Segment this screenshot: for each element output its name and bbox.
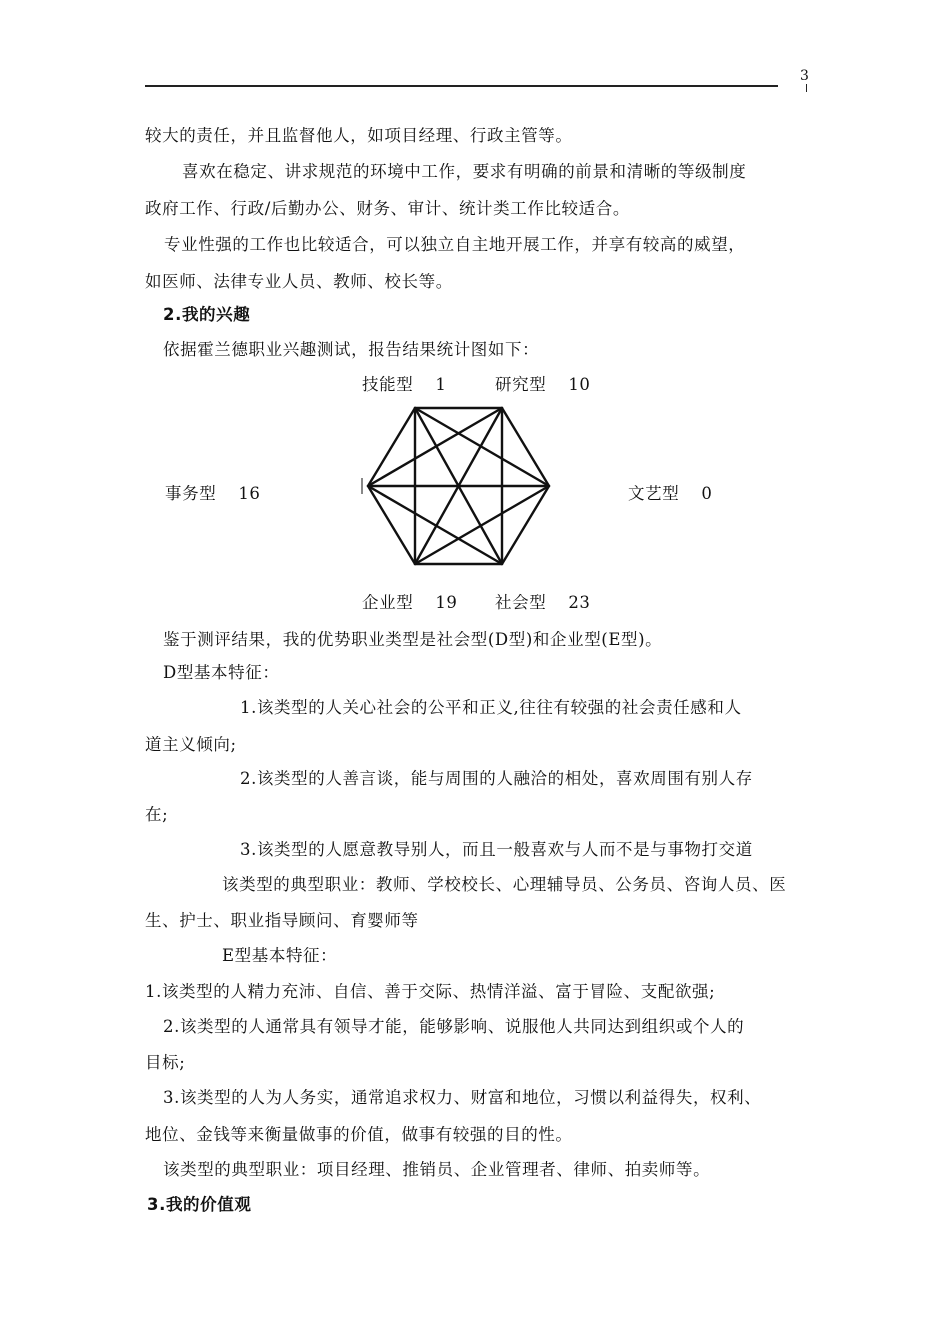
page-number-tick [806,84,807,92]
label-name: 技能型 [362,375,414,394]
label-name: 企业型 [362,593,414,612]
page-number: 3 [800,68,809,84]
paragraph-line: 专业性强的工作也比较适合，可以独立自主地开展工作，并享有较高的威望， [164,235,746,254]
d-type-item: 生、护士、职业指导顾问、育婴师等 [145,911,419,930]
interest-intro: 依据霍兰德职业兴趣测试，报告结果统计图如下： [163,340,540,359]
result-text: 鉴于测评结果，我的优势职业类型是社会型(D型)和企业型(E型)。 [163,630,663,649]
label-skill-type [362,373,446,397]
holland-hexagon-chart [360,400,556,570]
paragraph-line: 喜欢在稳定、讲求规范的环境中工作，要求有明确的前景和清晰的等级制度 [182,162,747,181]
d-type-item: 该类型的典型职业：教师、学校校长、心理辅导员、公务员、咨询人员、医 [222,875,787,894]
d-type-item: 1.该类型的人关心社会的公平和正义,往往有较强的社会责任感和人 [240,698,742,717]
label-value: 23 [568,593,591,612]
paragraph-line: 如医师、法律专业人员、教师、校长等。 [145,272,453,291]
label-artistic-type [628,482,712,506]
paragraph-line: 政府工作、行政/后勤办公、财务、审计、统计类工作比较适合。 [145,199,630,218]
d-type-item: 道主义倾向; [145,735,237,754]
label-value: 1 [435,375,447,394]
label-social-type [495,591,591,615]
paragraph-line: 较大的责任，并且监督他人，如项目经理、行政主管等。 [145,126,573,145]
e-type-title: E型基本特征： [222,946,338,965]
label-name: 研究型 [495,375,547,394]
label-name: 事务型 [165,484,217,503]
label-conventional-type [165,482,261,506]
label-name: 社会型 [495,593,547,612]
label-value: 19 [435,593,458,612]
d-type-item: 在; [145,805,169,824]
label-value: 16 [238,484,261,503]
e-type-item: 3.该类型的人为人务实，通常追求权力、财富和地位，习惯以利益得失，权利、 [163,1088,762,1107]
section-heading-values: 3.我的价值观 [147,1195,252,1214]
label-value: 0 [701,484,713,503]
d-type-item: 2.该类型的人善言谈，能与周围的人融洽的相处，喜欢周围有别人存 [240,769,753,788]
e-type-item: 目标; [145,1053,186,1072]
label-research-type [495,373,591,397]
d-type-item: 3.该类型的人愿意教导别人，而且一般喜欢与人而不是与事物打交道 [240,840,753,859]
label-name: 文艺型 [628,484,680,503]
label-value: 10 [568,375,591,394]
d-type-title: D型基本特征： [163,663,280,682]
e-type-item: 该类型的典型职业：项目经理、推销员、企业管理者、律师、拍卖师等。 [163,1160,711,1179]
header-rule [145,85,778,87]
e-type-item: 2.该类型的人通常具有领导才能，能够影响、说服他人共同达到组织或个人的 [163,1017,745,1036]
label-enterprising-type [362,591,458,615]
e-type-item: 1.该类型的人精力充沛、自信、善于交际、热情洋溢、富于冒险、支配欲强; [145,982,716,1001]
e-type-item: 地位、金钱等来衡量做事的价值，做事有较强的目的性。 [145,1125,573,1144]
section-heading-interest: 2.我的兴趣 [163,305,251,324]
